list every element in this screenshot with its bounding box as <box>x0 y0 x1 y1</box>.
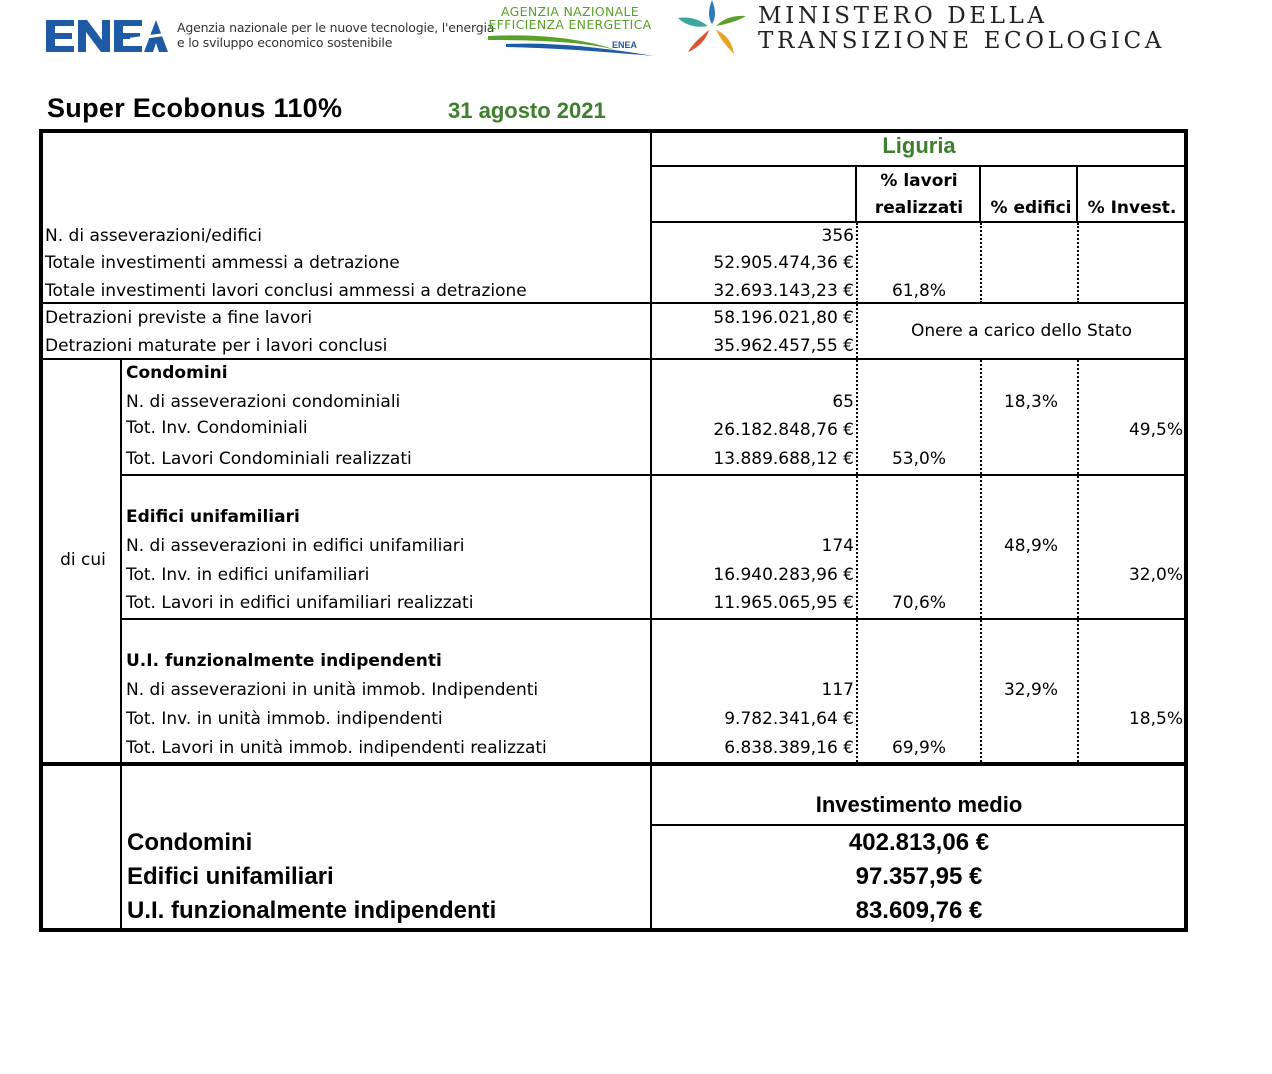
row-label-tot-investimenti: Totale investimenti ammessi a detrazione <box>45 253 400 273</box>
row-value-unifamiliari-inv: 16.940.283,96 € <box>713 565 854 585</box>
col-header-pct-lavori <box>858 168 980 222</box>
page-title: Super Ecobonus 110% <box>47 93 343 123</box>
grid-line-dotted <box>1077 360 1079 762</box>
average-label-condomini: Condomini <box>127 829 253 856</box>
row-label-ui-inv: Tot. Inv. in unità immob. indipendenti <box>126 709 443 729</box>
grid-line <box>122 474 1185 476</box>
row-value-unifamiliari-n: 174 <box>821 536 854 556</box>
enea-tagline-line2: e lo sviluppo economico sostenibile <box>177 35 393 50</box>
row-pct-edifici-condomini: 18,3% <box>1003 392 1058 412</box>
row-value-tot-conclusi: 32.693.143,23 € <box>713 281 854 301</box>
row-value-detr-previste: 58.196.021,80 € <box>713 308 854 328</box>
grid-line <box>122 618 1185 620</box>
row-label-ui-n: N. di asseverazioni in unità immob. Indipendenti <box>126 680 539 700</box>
row-value-condomini-n: 65 <box>832 392 854 412</box>
report-date: 31 agosto 2021 <box>448 98 606 123</box>
row-pct-invest-condomini: 49,5% <box>1128 420 1183 440</box>
row-pct-lavori-unifamiliari: 70,6% <box>891 593 946 613</box>
average-value-unifamiliari: 97.357,95 € <box>855 863 983 890</box>
col-header-pct-lavori-line1: % lavori <box>880 171 958 191</box>
row-label-detr-maturate: Detrazioni maturate per i lavori conclusi <box>45 336 388 356</box>
row-label-unifamiliari-inv: Tot. Inv. in edifici unifamiliari <box>126 565 370 585</box>
region-name: Liguria <box>882 133 956 158</box>
row-label-ui-lav: Tot. Lavori in unità immob. indipendenti realizzati <box>126 738 547 758</box>
grid-line <box>855 166 857 223</box>
table-section-divider <box>39 762 1188 766</box>
row-pct-invest-unifamiliari: 32,0% <box>1128 565 1183 585</box>
grid-line-dotted <box>1077 223 1079 303</box>
col-header-pct-invest: % Invest. <box>1087 198 1177 218</box>
row-pct-tot-conclusi: 61,8% <box>891 281 946 301</box>
enea-tagline-line1: Agenzia nazionale per le nuove tecnologie, l'energia <box>177 20 495 35</box>
row-pct-edifici-ui: 32,9% <box>1003 680 1058 700</box>
agency-logo <box>482 4 658 58</box>
row-value-unifamiliari-lav: 11.965.065,95 € <box>713 593 854 613</box>
row-pct-edifici-unifamiliari: 48,9% <box>1003 536 1058 556</box>
enea-logo <box>46 18 170 54</box>
grid-line <box>650 131 652 930</box>
average-label-ui: U.I. funzionalmente indipendenti <box>127 897 497 924</box>
grid-line-dotted <box>980 223 982 303</box>
col-header-pct-lavori-line2: realizzati <box>874 198 964 218</box>
row-pct-invest-ui: 18,5% <box>1128 709 1183 729</box>
grid-line-dotted <box>856 360 858 762</box>
row-label-tot-conclusi: Totale investimenti lavori conclusi ammessi a detrazione <box>45 281 527 301</box>
grid-line <box>652 824 1185 826</box>
grid-line-dotted <box>980 360 982 762</box>
grid-line <box>41 302 1185 304</box>
row-pct-lavori-ui: 69,9% <box>891 738 946 758</box>
row-value-condomini-inv: 26.182.848,76 € <box>713 420 854 440</box>
average-label-unifamiliari: Edifici unifamiliari <box>127 863 334 890</box>
row-value-asseverazioni: 356 <box>821 226 854 246</box>
row-label-detr-previste: Detrazioni previste a fine lavori <box>45 308 313 328</box>
row-label-condomini-lav: Tot. Lavori Condominiali realizzati <box>126 449 412 469</box>
ministry-name-line2: TRANSIZIONE ECOLOGICA <box>758 28 1166 54</box>
row-value-ui-inv: 9.782.341,64 € <box>724 709 854 729</box>
ministry-star-icon <box>676 0 748 54</box>
row-label-condomini-n: N. di asseverazioni condominiali <box>126 392 401 412</box>
row-value-detr-maturate: 35.962.457,55 € <box>713 336 854 356</box>
grid-line <box>41 358 1185 360</box>
row-label-unifamiliari-n: N. di asseverazioni in edifici unifamiliari <box>126 536 465 556</box>
row-value-ui-n: 117 <box>821 680 854 700</box>
average-value-condomini: 402.813,06 € <box>848 829 990 856</box>
row-value-tot-investimenti: 52.905.474,36 € <box>713 253 854 273</box>
agency-line1: AGENZIA NAZIONALE <box>501 4 639 19</box>
row-pct-lavori-condomini: 53,0% <box>891 449 946 469</box>
col-header-pct-edifici: % edifici <box>990 198 1072 218</box>
row-label-unifamiliari-lav: Tot. Lavori in edifici unifamiliari realizzati <box>126 593 474 613</box>
enea-tagline <box>177 20 494 50</box>
agency-swoosh-icon <box>486 30 656 58</box>
average-header: Investimento medio <box>815 792 1023 817</box>
grid-line <box>652 165 1185 167</box>
onere-stato-note: Onere a carico dello Stato <box>911 321 1132 341</box>
group-title-unifamiliari: Edifici unifamiliari <box>126 507 300 527</box>
agency-line2: EFFICIENZA ENERGETICA <box>488 17 652 32</box>
grid-line <box>120 359 122 930</box>
row-label-asseverazioni: N. di asseverazioni/edifici <box>45 226 262 246</box>
row-value-ui-lav: 6.838.389,16 € <box>724 738 854 758</box>
ministry-name-line1: MINISTERO DELLA <box>758 3 1048 29</box>
row-label-condomini-inv: Tot. Inv. Condominiali <box>126 418 308 438</box>
agency-mark: ENEA <box>612 40 638 50</box>
row-value-condomini-lav: 13.889.688,12 € <box>713 449 854 469</box>
group-title-ui-indipendenti: U.I. funzionalmente indipendenti <box>126 651 442 671</box>
di-cui-label: di cui <box>60 550 106 570</box>
average-value-ui: 83.609,76 € <box>855 897 983 924</box>
group-title-condomini: Condomini <box>126 363 228 383</box>
